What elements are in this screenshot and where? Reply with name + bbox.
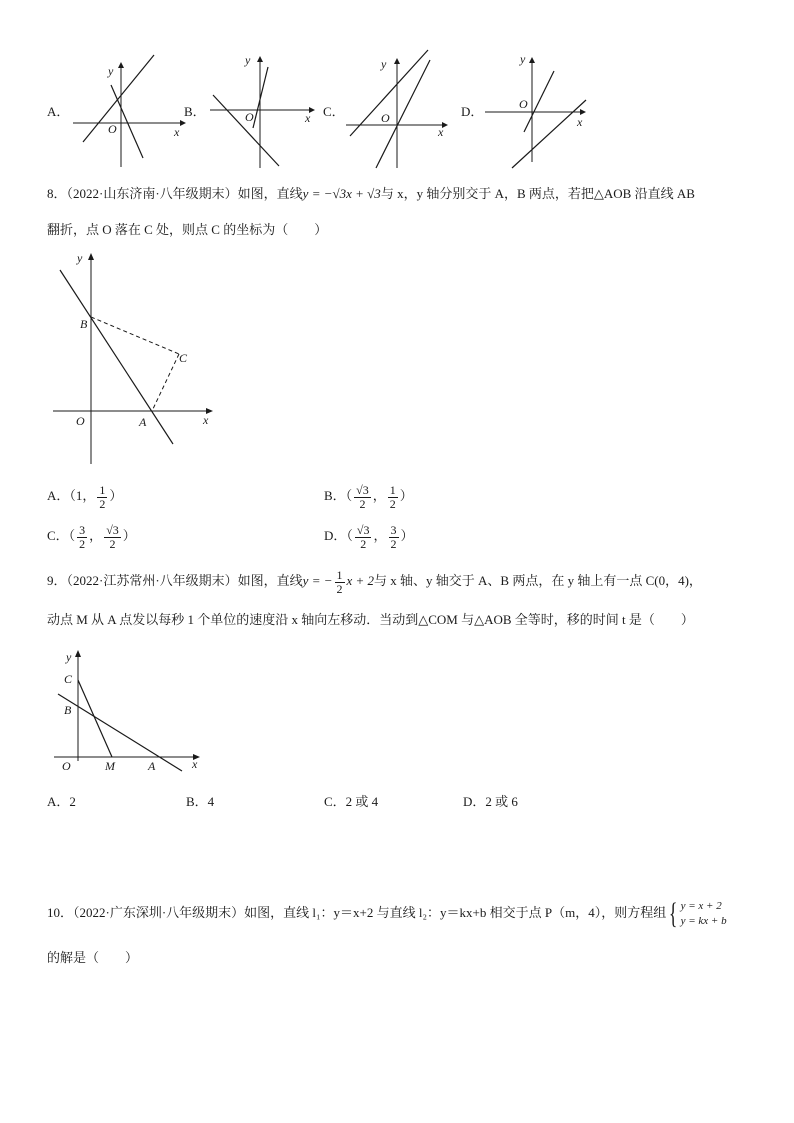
q9-fig-B-label: B <box>64 703 72 717</box>
q7c-origin-label: O <box>381 111 390 125</box>
q9-fig-O-label: O <box>62 759 71 773</box>
q7-option-c-label: C． <box>323 104 345 119</box>
q7-graph-c <box>344 50 454 170</box>
q8-stem-tail: 与 x，y 轴分别交于 A，B 两点，若把△AOB 沿直线 AB <box>380 186 695 201</box>
q7a-y-label: y <box>108 64 114 78</box>
q8-stem-line1 <box>47 185 695 203</box>
q8-figure <box>48 250 223 465</box>
q7-graph-b <box>205 50 325 170</box>
q8-fig-y-label: y <box>77 251 83 265</box>
q7c-x-label: x <box>438 125 444 139</box>
q8-option-b: B．（ $\frac{√3}{2}$ ， $\frac{1}{2}$ ） <box>324 482 413 511</box>
q9-stem-line2: 动点 M 从 A 点发以每秒 1 个单位的速度沿 x 轴向左移动．当动到△COM 与△AOB 全等时，移的时间 t 是（ ） <box>47 612 694 627</box>
q8-option-a: A．（1， $\frac{1}{2}$ ） <box>47 482 123 511</box>
q10-stem-line1: 10．（2022·广东深圳·八年级期末）如图，直线 l₁：y＝x+2 与直线 l₂：y＝kx+b 相交于点 P（m，4），则方程组{ y = x + 2 y = kx + b <box>47 897 727 931</box>
q9-fig-M-label: M <box>105 759 115 773</box>
q9-fig-y-label: y <box>66 650 72 664</box>
q7d-y-label: y <box>520 52 526 66</box>
q8-fig-O-label: O <box>76 414 85 428</box>
q9-fig-x-label: x <box>192 757 198 771</box>
q7-graph-d <box>482 48 592 168</box>
q7b-y-label: y <box>245 53 251 67</box>
q7c-y-label: y <box>381 57 387 71</box>
q9-option-a: A．2 <box>47 794 76 809</box>
q7-option-b-label: B． <box>184 104 206 119</box>
q8-stem-line2: 翻折，点 O 落在 C 处，则点 C 的坐标为（ ） <box>47 222 328 237</box>
q8-equation: y = −√3x + √3 <box>302 186 381 201</box>
q9-fig-A-label: A <box>148 759 156 773</box>
q7-graph-a <box>68 52 188 172</box>
q7-option-a-label: A． <box>47 104 70 119</box>
q9-option-c: C．2 或 4 <box>324 794 379 809</box>
q9-option-b: B．4 <box>186 794 215 809</box>
q8-source: 8．（2022·山东济南·八年级期末）如图，直线 <box>47 186 303 201</box>
q8-option-d: D．（ $\frac{√3}{2}$ ， $\frac{3}{2}$ ） <box>324 522 414 551</box>
q7b-x-label: x <box>305 111 311 125</box>
q7a-origin-label: O <box>108 122 117 136</box>
q7b-origin-label: O <box>245 110 254 124</box>
q9-fig-C-label: C <box>64 672 73 686</box>
q7d-origin-label: O <box>519 97 528 111</box>
q9-figure <box>50 645 215 780</box>
q7d-x-label: x <box>577 115 583 129</box>
q10-stem-line2: 的解是（ ） <box>47 950 139 965</box>
q8-fig-C-label: C <box>179 351 188 365</box>
q8-fig-x-label: x <box>203 413 209 427</box>
q8-fig-B-label: B <box>80 317 88 331</box>
q8-option-c: C．（ $\frac{3}{2}$ ， $\frac{√3}{2}$ ） <box>47 522 136 551</box>
q8-fig-A-label: A <box>139 415 147 429</box>
q7-option-d-label: D． <box>461 104 484 119</box>
q7a-x-label: x <box>174 125 180 139</box>
q9-option-d: D．2 或 6 <box>463 794 518 809</box>
q9-stem-line1: 9．（2022·江苏常州·八年级期末）如图，直线y = − $\frac{1}{2}$ x + 2与 x 轴、y 轴交于 A、B 两点，在 y 轴上有一点 C(0，4)， <box>47 567 702 596</box>
